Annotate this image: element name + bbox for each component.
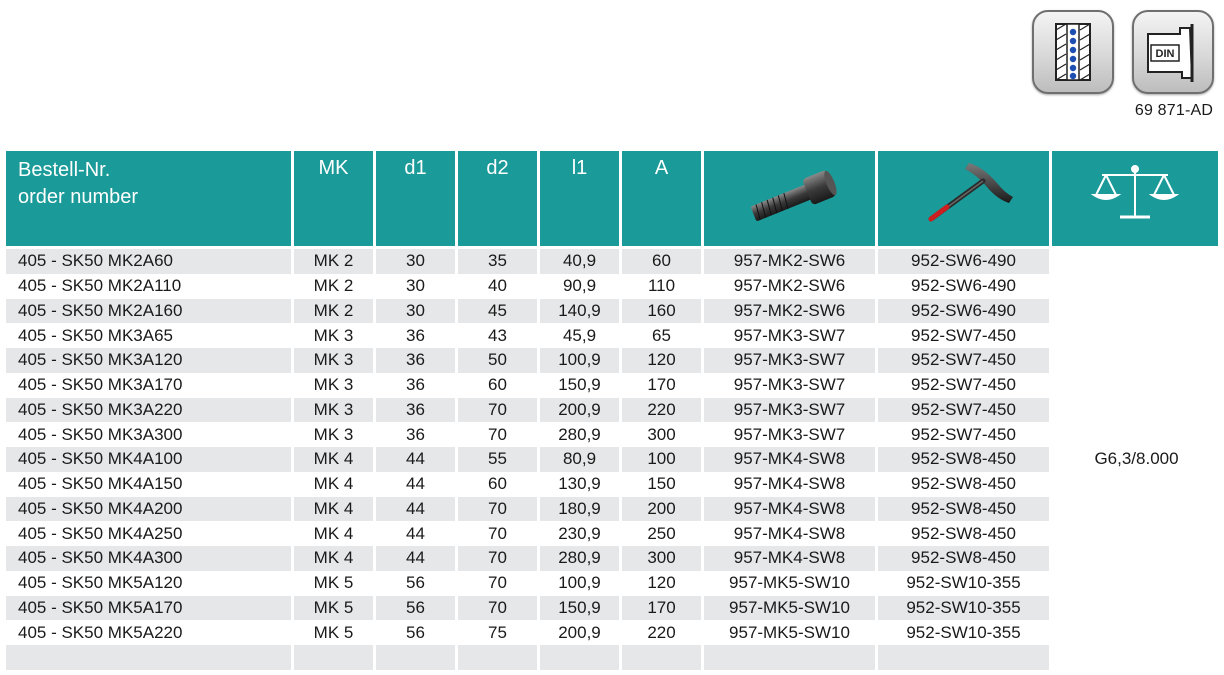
cell-a: 170 [622, 373, 704, 398]
cell-d2: 70 [458, 497, 540, 522]
cell-d1 [376, 645, 458, 670]
cell-key-number: 952-SW6-490 [878, 249, 1052, 274]
cell-mk: MK 2 [294, 299, 376, 324]
cell-mk: MK 4 [294, 447, 376, 472]
cell-mk [294, 645, 376, 670]
cell-l1: 80,9 [540, 447, 622, 472]
cell-key-number: 952-SW6-490 [878, 299, 1052, 324]
cell-screw-number: 957-MK4-SW8 [704, 521, 878, 546]
cell-l1: 150,9 [540, 596, 622, 621]
cell-d2: 60 [458, 472, 540, 497]
table-row [6, 596, 1218, 621]
cell-screw-number [704, 645, 878, 670]
cell-a: 250 [622, 521, 704, 546]
header-order-number-de: Bestell-Nr. [18, 159, 111, 181]
cell-key-number [878, 645, 1052, 670]
cell-a: 300 [622, 546, 704, 571]
cell-order-number: 405 - SK50 MK2A110 [6, 274, 294, 299]
table-row [6, 447, 1218, 472]
cell-order-number: 405 - SK50 MK5A120 [6, 571, 294, 596]
table-row [6, 645, 1218, 670]
cell-d1: 44 [376, 472, 458, 497]
table-row [6, 249, 1218, 274]
din-standard-code: 69 871-AD [1134, 102, 1214, 119]
cell-d1: 44 [376, 546, 458, 571]
cell-l1: 90,9 [540, 274, 622, 299]
cell-l1: 100,9 [540, 348, 622, 373]
cell-key-number: 952-SW7-450 [878, 373, 1052, 398]
cell-l1: 100,9 [540, 571, 622, 596]
cell-order-number: 405 - SK50 MK3A220 [6, 398, 294, 423]
cell-a: 300 [622, 422, 704, 447]
cell-l1: 200,9 [540, 398, 622, 423]
cell-mk: MK 4 [294, 472, 376, 497]
cell-l1 [540, 645, 622, 670]
header-key [878, 151, 1052, 249]
cell-d2: 50 [458, 348, 540, 373]
cell-d2 [458, 645, 540, 670]
cell-d2: 70 [458, 596, 540, 621]
table-row [6, 422, 1218, 447]
cell-l1: 280,9 [540, 422, 622, 447]
din-standard-badge [1132, 10, 1214, 94]
cell-a: 170 [622, 596, 704, 621]
cell-a: 200 [622, 497, 704, 522]
cell-key-number: 952-SW6-490 [878, 274, 1052, 299]
cell-d2: 35 [458, 249, 540, 274]
cell-key-number: 952-SW8-450 [878, 497, 1052, 522]
cell-screw-number: 957-MK3-SW7 [704, 398, 878, 423]
cell-screw-number: 957-MK3-SW7 [704, 422, 878, 447]
cell-l1: 140,9 [540, 299, 622, 324]
cell-screw-number: 957-MK3-SW7 [704, 323, 878, 348]
coolant-channel-icon [1034, 12, 1112, 92]
din-label: DIN [1155, 48, 1175, 60]
cell-d1: 30 [376, 274, 458, 299]
table-row [6, 323, 1218, 348]
cell-screw-number: 957-MK4-SW8 [704, 447, 878, 472]
cell-key-number: 952-SW8-450 [878, 521, 1052, 546]
table-row [6, 274, 1218, 299]
cell-mk: MK 5 [294, 620, 376, 645]
cell-d1: 44 [376, 447, 458, 472]
cell-d2: 70 [458, 546, 540, 571]
table-row [6, 521, 1218, 546]
cell-mk: MK 5 [294, 596, 376, 621]
cell-order-number: 405 - SK50 MK3A120 [6, 348, 294, 373]
cell-d1: 36 [376, 398, 458, 423]
cell-order-number: 405 - SK50 MK3A65 [6, 323, 294, 348]
din-standard-icon [1134, 12, 1212, 92]
header-screw [704, 151, 878, 249]
header-d2: d2 [458, 151, 540, 249]
cell-l1: 130,9 [540, 472, 622, 497]
cell-key-number: 952-SW7-450 [878, 323, 1052, 348]
cell-l1: 150,9 [540, 373, 622, 398]
cell-order-number: 405 - SK50 MK4A300 [6, 546, 294, 571]
cell-screw-number: 957-MK5-SW10 [704, 596, 878, 621]
cell-d2: 70 [458, 422, 540, 447]
cell-d1: 30 [376, 299, 458, 324]
cell-d2: 70 [458, 521, 540, 546]
coolant-channel-badge [1032, 10, 1114, 94]
cell-l1: 40,9 [540, 249, 622, 274]
cell-l1: 200,9 [540, 620, 622, 645]
header-mk: MK [294, 151, 376, 249]
cell-a: 220 [622, 620, 704, 645]
header-l1: l1 [540, 151, 622, 249]
table-header-row [6, 151, 1218, 249]
cell-order-number [6, 645, 294, 670]
cell-d2: 43 [458, 323, 540, 348]
table-row [6, 620, 1218, 645]
cell-a: 120 [622, 348, 704, 373]
cell-d2: 70 [458, 398, 540, 423]
cell-a: 65 [622, 323, 704, 348]
cell-a [622, 645, 704, 670]
cell-screw-number: 957-MK3-SW7 [704, 373, 878, 398]
cell-screw-number: 957-MK3-SW7 [704, 348, 878, 373]
cell-d1: 30 [376, 249, 458, 274]
cell-mk: MK 2 [294, 249, 376, 274]
cell-mk: MK 5 [294, 571, 376, 596]
table-row [6, 472, 1218, 497]
header-order-number [6, 151, 294, 249]
cell-mk: MK 3 [294, 348, 376, 373]
cell-l1: 45,9 [540, 323, 622, 348]
table-row [6, 348, 1218, 373]
cell-a: 160 [622, 299, 704, 324]
cell-order-number: 405 - SK50 MK5A170 [6, 596, 294, 621]
cell-key-number: 952-SW8-450 [878, 472, 1052, 497]
cell-screw-number: 957-MK2-SW6 [704, 249, 878, 274]
cell-key-number: 952-SW7-450 [878, 348, 1052, 373]
cell-d1: 44 [376, 497, 458, 522]
cell-l1: 180,9 [540, 497, 622, 522]
cell-order-number: 405 - SK50 MK2A160 [6, 299, 294, 324]
cell-d2: 40 [458, 274, 540, 299]
cell-d2: 45 [458, 299, 540, 324]
cell-key-number: 952-SW8-450 [878, 546, 1052, 571]
cell-order-number: 405 - SK50 MK3A300 [6, 422, 294, 447]
header-d1: d1 [376, 151, 458, 249]
t-handle-key-icon [909, 157, 1019, 231]
balance-scale-icon [1090, 157, 1180, 227]
cell-l1: 280,9 [540, 546, 622, 571]
table-row [6, 497, 1218, 522]
cell-screw-number: 957-MK4-SW8 [704, 497, 878, 522]
header-a: A [622, 151, 704, 249]
cell-mk: MK 3 [294, 422, 376, 447]
header-weight [1052, 151, 1218, 249]
table-row [6, 299, 1218, 324]
cell-mk: MK 4 [294, 546, 376, 571]
cell-a: 100 [622, 447, 704, 472]
cell-a: 110 [622, 274, 704, 299]
table-row [6, 373, 1218, 398]
cell-d1: 36 [376, 373, 458, 398]
cell-key-number: 952-SW7-450 [878, 422, 1052, 447]
spec-table [6, 151, 1218, 670]
cell-key-number: 952-SW10-355 [878, 596, 1052, 621]
cell-screw-number: 957-MK2-SW6 [704, 274, 878, 299]
cell-order-number: 405 - SK50 MK3A170 [6, 373, 294, 398]
cell-d1: 56 [376, 620, 458, 645]
cell-d1: 56 [376, 571, 458, 596]
cell-order-number: 405 - SK50 MK4A150 [6, 472, 294, 497]
cell-d1: 44 [376, 521, 458, 546]
header-order-number-en: order number [18, 186, 139, 208]
cell-d1: 36 [376, 422, 458, 447]
cell-order-number: 405 - SK50 MK4A200 [6, 497, 294, 522]
cell-d1: 36 [376, 323, 458, 348]
cell-a: 150 [622, 472, 704, 497]
cell-d1: 36 [376, 348, 458, 373]
cell-d2: 60 [458, 373, 540, 398]
cell-d2: 70 [458, 571, 540, 596]
cell-mk: MK 3 [294, 373, 376, 398]
cell-key-number: 952-SW7-450 [878, 398, 1052, 423]
cell-mk: MK 3 [294, 398, 376, 423]
cell-key-number: 952-SW10-355 [878, 571, 1052, 596]
cell-order-number: 405 - SK50 MK5A220 [6, 620, 294, 645]
cell-l1: 230,9 [540, 521, 622, 546]
cell-order-number: 405 - SK50 MK2A60 [6, 249, 294, 274]
cell-d2: 55 [458, 447, 540, 472]
cell-d2: 75 [458, 620, 540, 645]
cell-balancing-grade: G6,3/8.000 [1052, 249, 1218, 670]
cell-order-number: 405 - SK50 MK4A100 [6, 447, 294, 472]
cell-mk: MK 3 [294, 323, 376, 348]
table-row [6, 398, 1218, 423]
cell-mk: MK 4 [294, 497, 376, 522]
cell-d1: 56 [376, 596, 458, 621]
cell-mk: MK 2 [294, 274, 376, 299]
cell-order-number: 405 - SK50 MK4A250 [6, 521, 294, 546]
cell-screw-number: 957-MK4-SW8 [704, 546, 878, 571]
cell-a: 120 [622, 571, 704, 596]
cell-mk: MK 4 [294, 521, 376, 546]
cell-a: 220 [622, 398, 704, 423]
table-row [6, 571, 1218, 596]
cell-screw-number: 957-MK5-SW10 [704, 571, 878, 596]
cell-key-number: 952-SW8-450 [878, 447, 1052, 472]
cell-screw-number: 957-MK5-SW10 [704, 620, 878, 645]
cell-a: 60 [622, 249, 704, 274]
cell-screw-number: 957-MK2-SW6 [704, 299, 878, 324]
screw-icon [735, 157, 845, 227]
table-row [6, 546, 1218, 571]
cell-screw-number: 957-MK4-SW8 [704, 472, 878, 497]
cell-key-number: 952-SW10-355 [878, 620, 1052, 645]
